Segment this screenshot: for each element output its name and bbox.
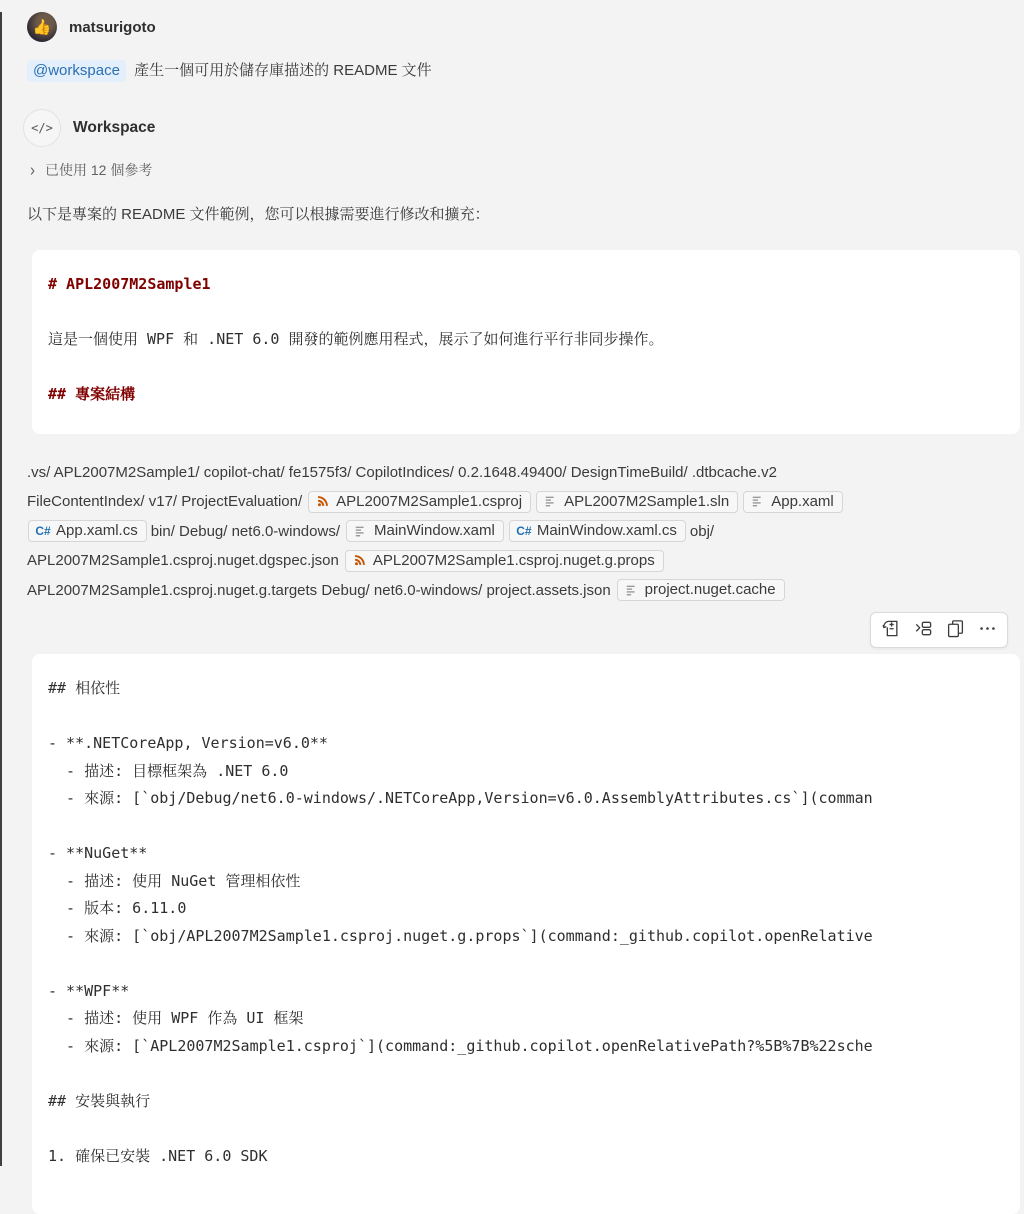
path-text: bin/ Debug/ net6.0-windows/ [150,522,340,540]
file-chip-label: APL2007M2Sample1.csproj [336,492,523,510]
file-chip[interactable] [617,579,785,601]
user-message-header [27,12,1024,42]
assistant-header [23,109,1024,147]
path-text: APL2007M2Sample1.csproj.nuget.dgspec.json [27,552,339,570]
path-text: .vs/ APL2007M2Sample1/ copilot-chat/ fe1575f3/ CopilotIndices/ 0.2.1648.49400/ DesignTimeBuild/ .dtbcache.v2 [27,463,777,481]
assistant-name: Workspace [73,119,156,136]
code-line [48,950,1012,978]
code-line: - 來源: [`obj/Debug/net6.0-windows/.NETCoreApp,Version=v6.0.AssemblyAttributes.cs`](comman [48,789,873,807]
code-line: - 版本: 6.11.0 [48,899,187,917]
code-line: ## 相依性 [48,679,121,697]
project-file-icon [353,553,367,567]
code-line: - **NuGet** [48,844,148,862]
code-line [48,703,1012,731]
path-text: FileContentIndex/ v17/ ProjectEvaluation/ [27,493,303,511]
insert-at-cursor-button[interactable] [909,616,937,644]
code-line: - 描述: 使用 WPF 作為 UI 框架 [48,1009,304,1027]
code-line: - 來源: [`obj/APL2007M2Sample1.csproj.nuget.g.props`](command:_github.copilot.openRelative [48,926,873,945]
workspace-code-icon: </> [23,109,61,147]
file-chip-label: APL2007M2Sample1.csproj.nuget.g.props [372,551,655,569]
file-row [27,546,1014,576]
file-row [27,576,1014,606]
code-line: - **WPF** [48,981,130,1000]
references-toggle-label: 已使用 12 個參考 [45,162,153,178]
code-line: ## 專案結構 [48,385,136,403]
code-line: ## 安裝與執行 [48,1091,151,1110]
code-line: - 描述: 使用 NuGet 管理相依性 [48,871,301,890]
file-chip[interactable] [346,520,504,542]
more-actions-icon [978,619,997,641]
file-chip-label: project.nuget.cache [644,581,776,599]
text-file-icon [354,524,368,538]
code-line: 這是一個使用 WPF 和 .NET 6.0 開發的範例應用程式，展示了如何進行平行非同步操作。 [48,330,664,348]
csharp-file-icon: C# [516,523,532,538]
csharp-file-icon: C# [35,523,51,538]
code-line [48,1115,1012,1143]
file-chip[interactable] [743,491,843,513]
code-line [48,299,1012,327]
project-file-icon [316,494,330,508]
code-line: - 描述: 目標框架為 .NET 6.0 [48,761,289,780]
more-actions-button[interactable] [973,616,1001,644]
user-avatar: 👍 [27,12,57,42]
chevron-right-icon: › [30,160,35,180]
workspace-mention-chip: @workspace [27,60,126,82]
file-chip[interactable] [536,491,738,513]
file-chip-label: App.xaml.cs [56,522,138,540]
assistant-intro-text: 以下是專案的 README 文件範例，您可以根據需要進行修改和擴充： [27,206,490,223]
file-chip[interactable] [345,550,664,572]
code-line: - 來源: [`APL2007M2Sample1.csproj`](command:_github.copilot.openRelativePath?%5B%7B%22sche [48,1036,873,1055]
file-chip[interactable] [28,520,147,542]
path-text: obj/ [689,522,715,540]
user-message [27,59,1024,80]
file-chip[interactable] [509,520,686,542]
code-line [48,354,1012,382]
file-chip-label: APL2007M2Sample1.sln [564,492,730,510]
apply-in-editor-icon [882,619,901,641]
file-chip-label: App.xaml [771,492,834,510]
code-line: # APL2007M2Sample1 [48,275,211,293]
file-row [27,458,1014,488]
file-chip[interactable] [308,491,531,513]
text-file-icon [544,494,558,508]
code-line [48,813,1012,841]
file-row [27,517,1014,547]
apply-in-editor-button[interactable] [877,616,905,644]
readme-code-block-bottom [32,654,1020,1214]
code-block-toolbar [870,612,1008,648]
file-chip-label: MainWindow.xaml.cs [536,522,677,540]
code-line: 1. 確保已安裝 .NET 6.0 SDK [48,1146,268,1165]
text-file-icon [625,583,639,597]
copy-icon [946,619,965,641]
project-structure-file-list [27,458,1014,606]
references-toggle[interactable] [30,160,1024,180]
copy-button[interactable] [941,616,969,644]
user-name: matsurigoto [69,18,156,36]
code-line: - **.NETCoreApp, Version=v6.0** [48,734,328,752]
file-chip-label: MainWindow.xaml [373,522,495,540]
readme-code-block-top [32,250,1020,434]
insert-at-cursor-icon [914,619,933,641]
file-row [27,487,1014,517]
path-text: APL2007M2Sample1.csproj.nuget.g.targets Debug/ net6.0-windows/ project.assets.json [27,581,611,599]
code-line [48,1060,1012,1088]
text-file-icon [751,494,765,508]
user-message-text: 產生一個可用於儲存庫描述的 README 文件 [134,62,432,79]
